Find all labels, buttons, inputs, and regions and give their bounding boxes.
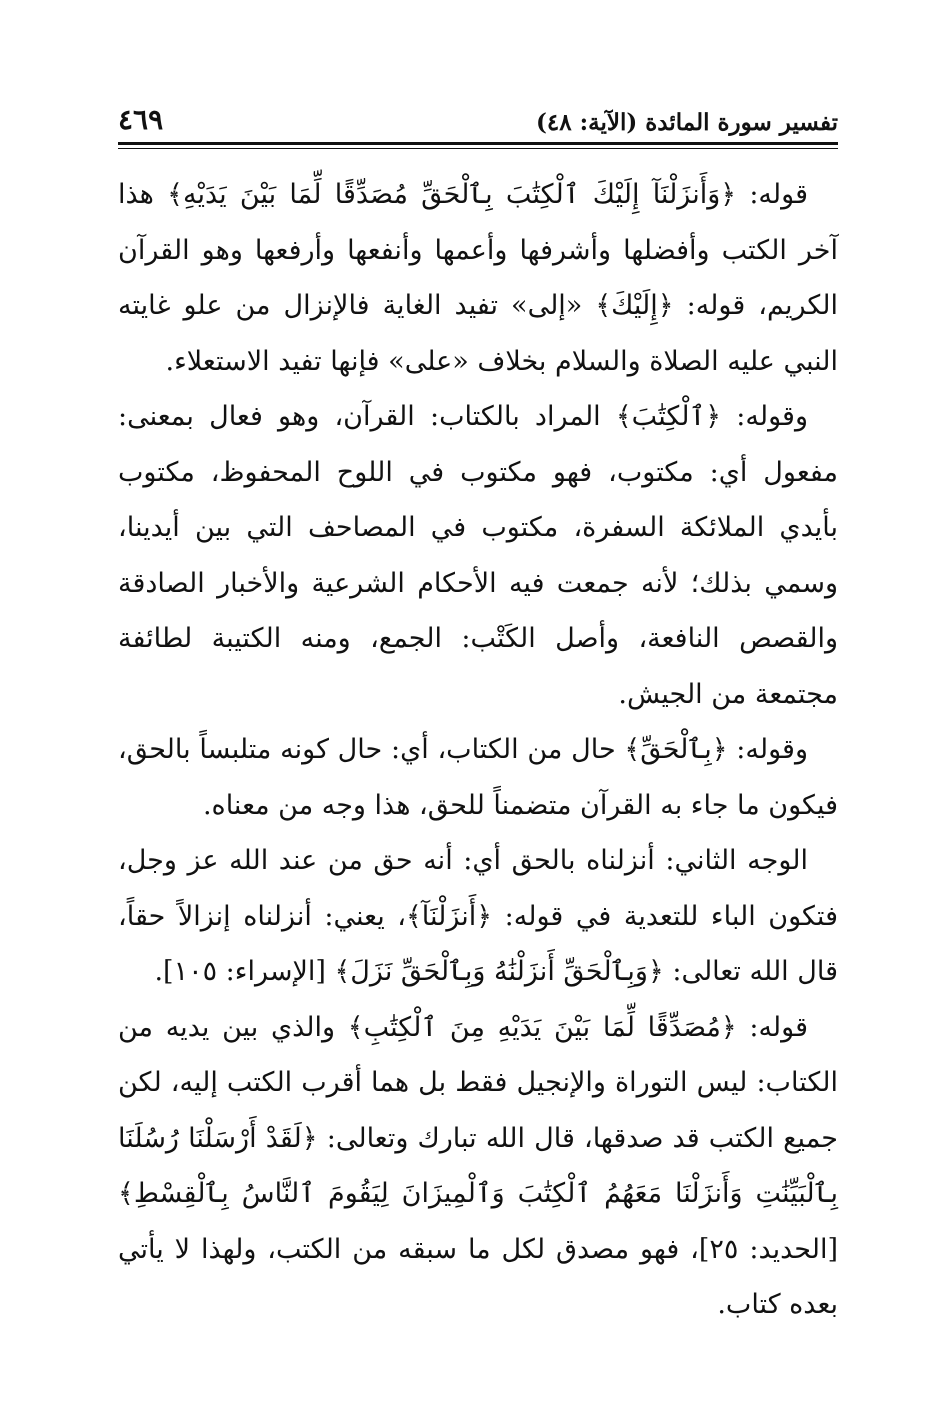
- paragraph: وقوله: ﴿بِٱلْحَقِّ﴾ حال من الكتاب، أي: حال كونه متلبساً بالحق، فيكون ما جاء به القرآن متضمناً للحق، هذا وجه من معناه.: [118, 734, 838, 821]
- page-body: [118, 167, 838, 1333]
- header-rule-thick: [118, 142, 838, 145]
- running-title: تفسير سورة المائدة (الآية: ٤٨): [536, 109, 838, 136]
- book-page: [118, 92, 838, 1333]
- header-rule-thin: [118, 148, 838, 149]
- page-header: [118, 92, 838, 136]
- paragraph: وقوله: ﴿ٱلْكِتَٰبَ﴾ المراد بالكتاب: القرآن، وهو فعال بمعنى: مفعول أي: مكتوب، فهو مكتوب في اللوح المحفوظ، مكتوب بأيدي الملائكة السفرة، مكتوب في المصاحف التي بين أيدينا، وسمي بذلك؛ لأنه جمعت فيه الأحكام الشرعية والأخبار الصادقة والقصص النافعة، وأصل الكَتْب: الجمع، ومنه الكتيبة لطائفة مجتمعة من الجيش.: [118, 401, 838, 710]
- paragraph: الوجه الثاني: أنزلناه بالحق أي: أنه حق من عند الله عز وجل، فتكون الباء للتعدية في قوله: ﴿أَنزَلْنَآ﴾، يعني: أنزلناه إنزالاً حقاً، قال الله تعالى: ﴿وَبِٱلْحَقِّ أَنزَلْنَٰهُ وَبِٱلْحَقِّ نَزَلَ﴾ [الإسراء: ١٠٥].: [118, 845, 838, 987]
- paragraph: قوله: ﴿وَأَنزَلْنَآ إِلَيْكَ ٱلْكِتَٰبَ بِٱلْحَقِّ مُصَدِّقًا لِّمَا بَيْنَ يَدَيْهِ﴾ هذا آخر الكتب وأفضلها وأشرفها وأعمها وأنفعها وأرفعها وهو القرآن الكريم، قوله: ﴿إِلَيْكَ﴾ «إلى» تفيد الغاية فالإنزال من علو غايته النبي عليه الصلاة والسلام بخلاف «على» فإنها تفيد الاستعلاء.: [118, 179, 838, 377]
- page-number: ٤٦٩: [118, 103, 164, 136]
- paragraph: قوله: ﴿مُصَدِّقًا لِّمَا بَيْنَ يَدَيْهِ مِنَ ٱلْكِتَٰبِ﴾ والذي بين يديه من الكتاب: ليس التوراة والإنجيل فقط بل هما أقرب الكتب إليه، لكن جميع الكتب قد صدقها، قال الله تبارك وتعالى: ﴿لَقَدْ أَرْسَلْنَا رُسُلَنَا بِٱلْبَيِّنَٰتِ وَأَنزَلْنَا مَعَهُمُ ٱلْكِتَٰبَ وَٱلْمِيزَانَ لِيَقُومَ ٱلنَّاسُ بِٱلْقِسْطِ﴾ [الحديد: ٢٥]، فهو مصدق لكل ما سبقه من الكتب، ولهذا لا يأتي بعده كتاب.: [118, 1011, 838, 1320]
